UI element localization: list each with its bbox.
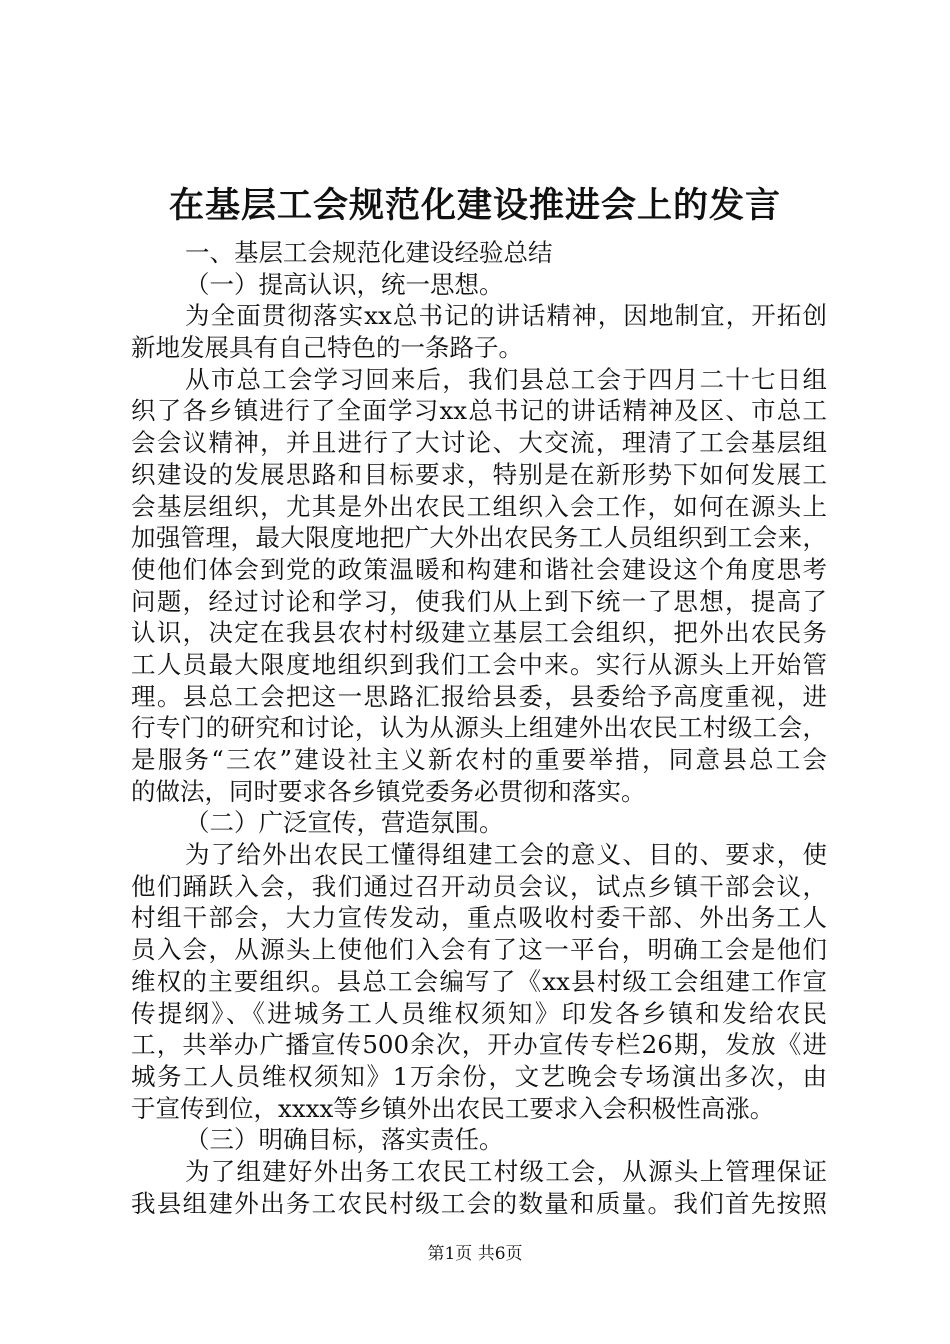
text-line: 问题，经过讨论和学习，使我们从上到下统一了思想，提高了 — [131, 586, 827, 616]
text-line: 从市总工会学习回来后，我们县总工会于四月二十七日组 — [185, 364, 827, 394]
text-line: 认识，决定在我县农村村级建立基层工会组织，把外出农民务 — [131, 618, 827, 648]
text-line: 新地发展具有自己特色的一条路子。 — [131, 333, 523, 363]
text-line: 村组干部会，大力宣传发动，重点吸收村委干部、外出务工人 — [131, 903, 827, 933]
document-body — [131, 237, 827, 1219]
text-line: 的做法，同时要求各乡镇党委务必贯彻和落实。 — [131, 776, 646, 806]
text-line: 工人员最大限度地组织到我们工会中来。实行从源头上开始管 — [131, 649, 827, 679]
text-line: 织了各乡镇进行了全面学习xx总书记的讲话精神及区、市总工 — [131, 396, 827, 426]
text-line: 是服务“三农”建设社主义新农村的重要举措，同意县总工会 — [131, 745, 827, 774]
text-line: 他们踊跃入会，我们通过召开动员会议，试点乡镇干部会议， — [131, 871, 827, 901]
text-line: 城务工人员维权须知》1万余份，文艺晚会专场演出多次，由 — [131, 1061, 827, 1091]
text-line: （三）明确目标，落实责任。 — [185, 1125, 504, 1155]
text-line: 加强管理，最大限度地把广大外出农民务工人员组织到工会来， — [131, 523, 827, 553]
text-line: 会会议精神，并且进行了大讨论、大交流，理清了工会基层组 — [131, 428, 827, 458]
text-line: 为全面贯彻落实xx总书记的讲话精神，因地制宜，开拓创 — [185, 301, 827, 331]
text-line: 会基层组织，尤其是外出农民工组织入会工作，如何在源头上 — [131, 491, 827, 521]
page-footer: 第1页 共6页 — [427, 1244, 523, 1264]
text-line: 工，共举办广播宣传500余次，开办宣传专栏26期，发放《进 — [131, 1030, 827, 1060]
text-line: 为了组建好外出务工农民工村级工会，从源头上管理保证 — [185, 1156, 827, 1186]
text-line: 行专门的研究和讨论，认为从源头上组建外出农民工村级工会， — [131, 713, 827, 743]
text-line: 维权的主要组织。县总工会编写了《xx县村级工会组建工作宣 — [131, 966, 827, 996]
text-line: 于宣传到位，xxxx等乡镇外出农民工要求入会积极性高涨。 — [131, 1093, 775, 1123]
text-line: （二）广泛宣传，营造氛围。 — [185, 808, 504, 838]
text-line: 一、基层工会规范化建设经验总结 — [185, 238, 553, 267]
document-title: 在基层工会规范化建设推进会上的发言 — [168, 185, 781, 226]
text-line: （一）提高认识，统一思想。 — [185, 269, 504, 299]
text-line: 理。县总工会把这一思路汇报给县委，县委给予高度重视，进 — [131, 681, 827, 711]
text-line: 为了给外出农民工懂得组建工会的意义、目的、要求，使 — [185, 840, 827, 870]
text-line: 织建设的发展思路和目标要求，特别是在新形势下如何发展工 — [131, 459, 827, 489]
text-line: 员入会，从源头上使他们入会有了这一平台，明确工会是他们 — [131, 935, 827, 965]
text-line: 传提纲》、《进城务工人员维权须知》印发各乡镇和发给农民 — [131, 998, 827, 1028]
text-line: 使他们体会到党的政策温暖和构建和谐社会建设这个角度思考 — [131, 554, 827, 584]
text-line: 我县组建外出务工农民村级工会的数量和质量。我们首先按照 — [131, 1188, 827, 1218]
